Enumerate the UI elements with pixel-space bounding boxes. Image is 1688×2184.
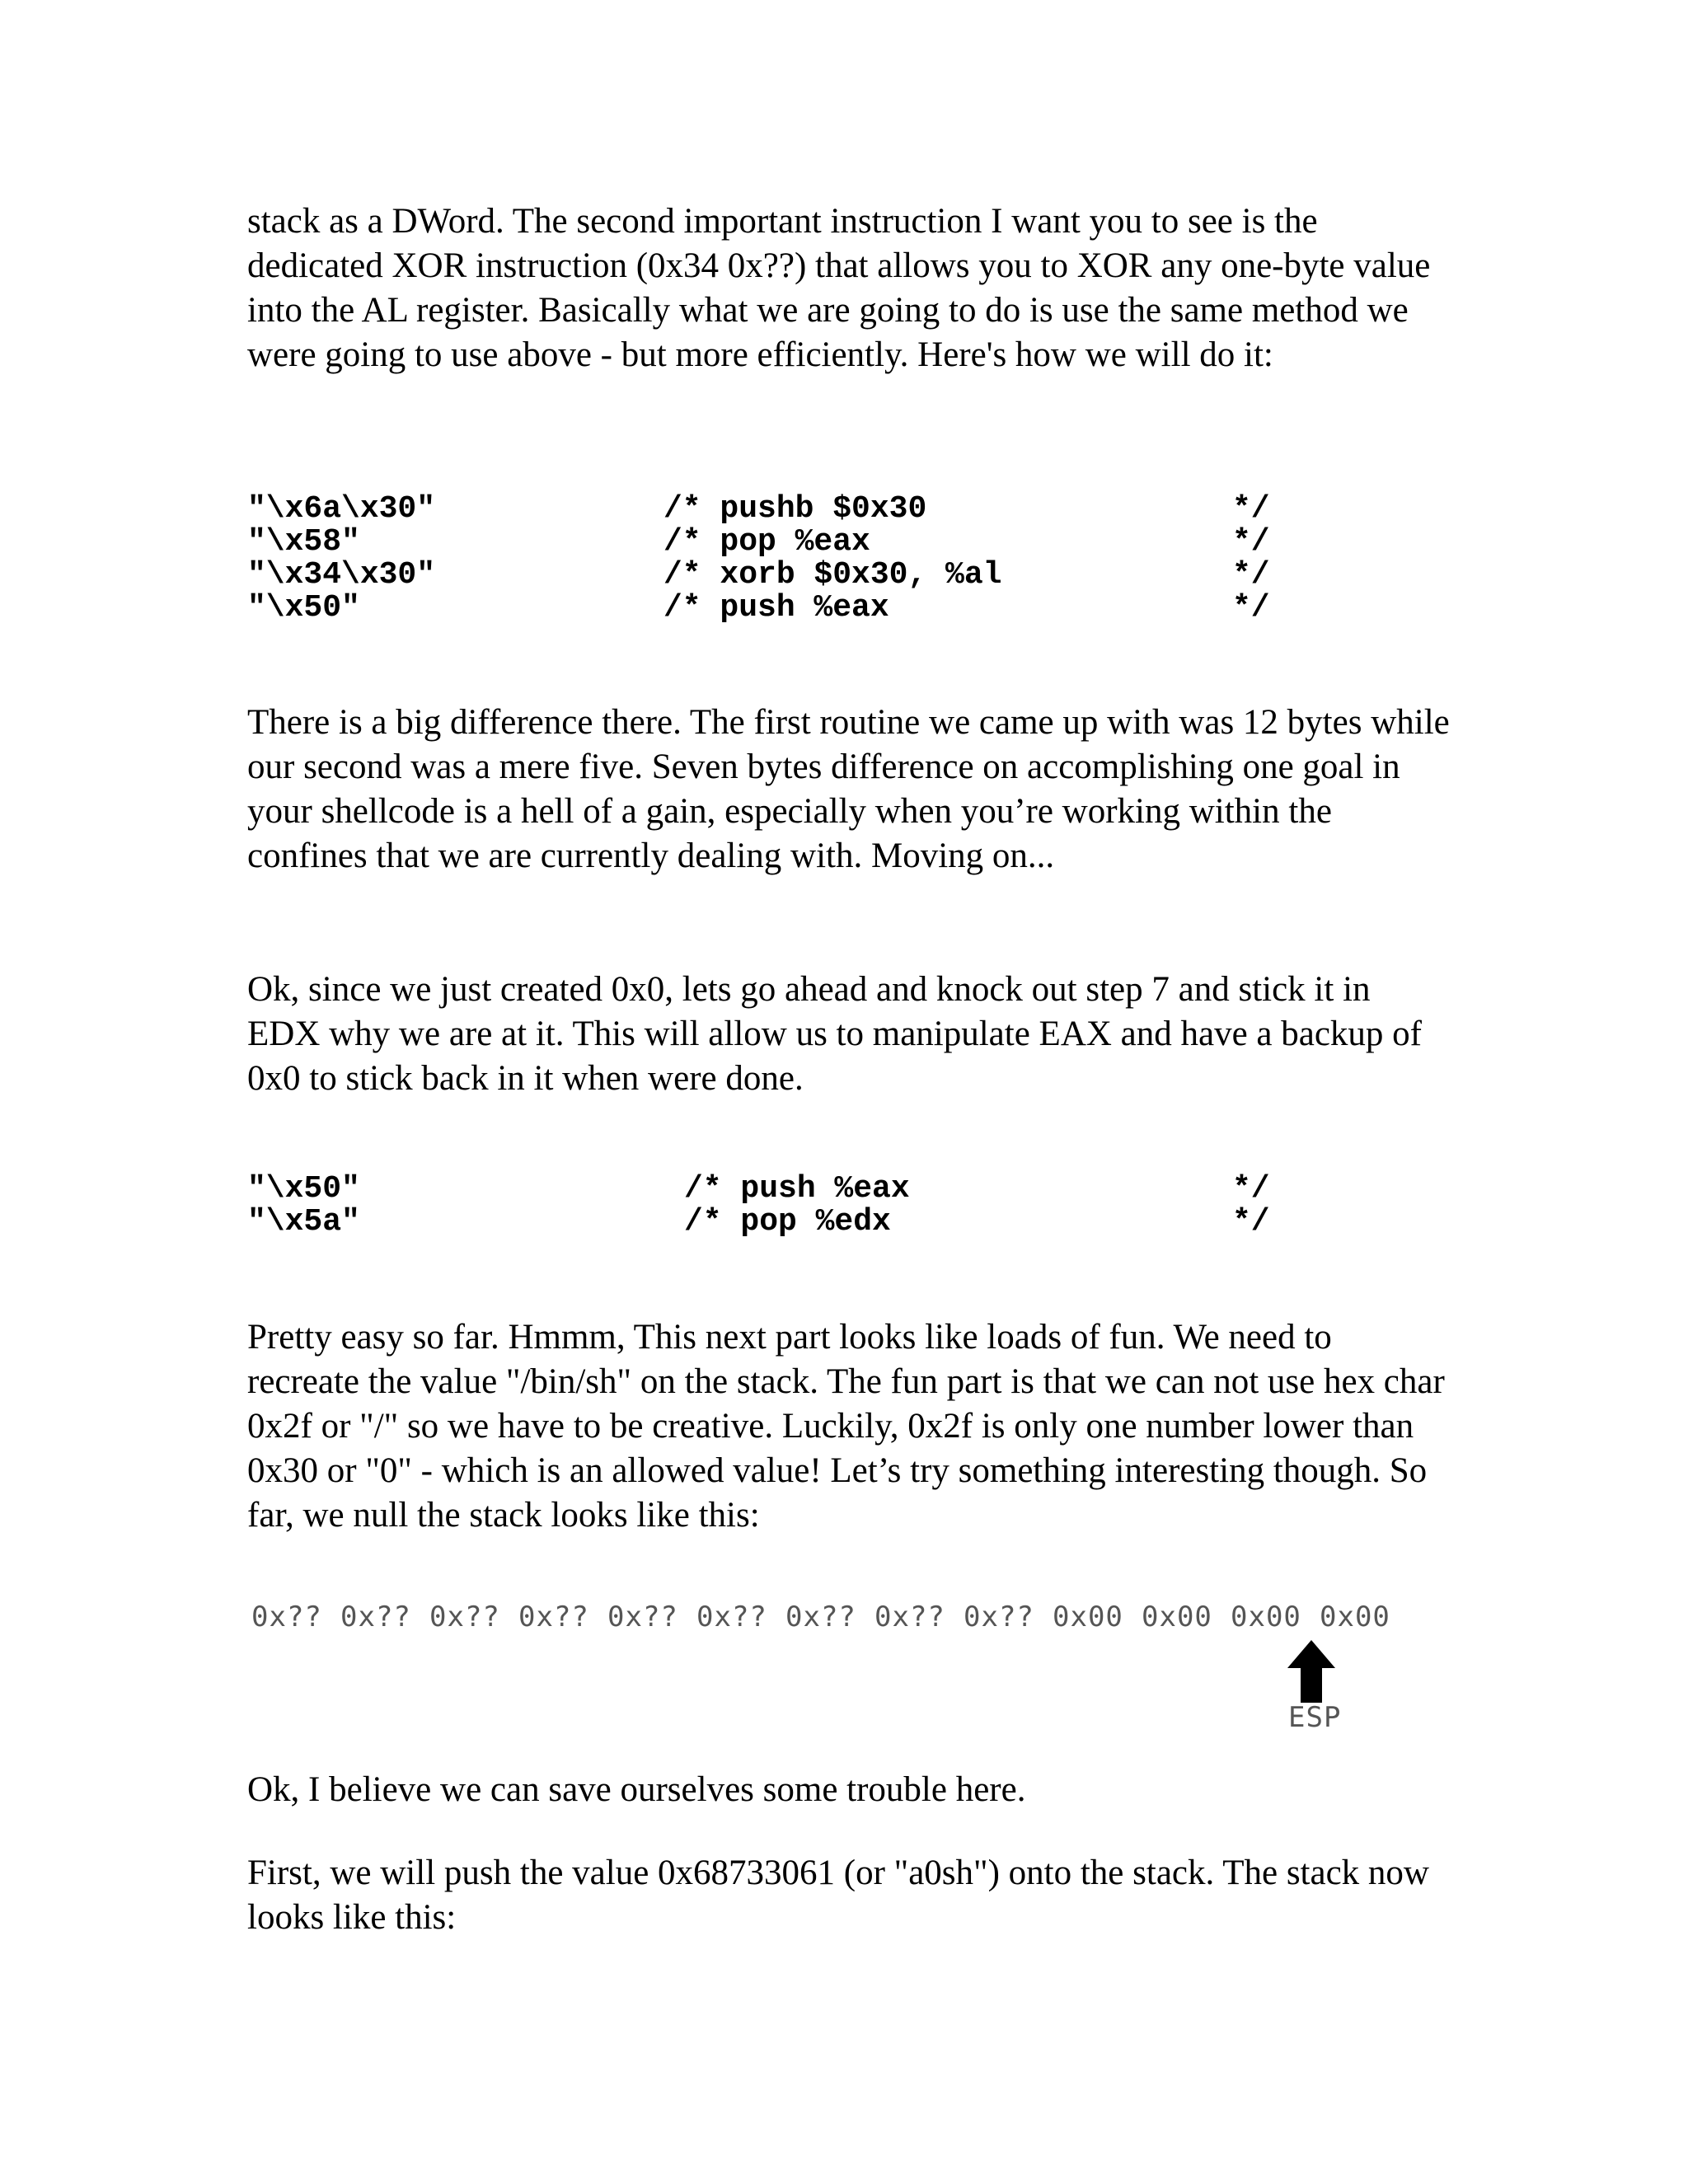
code-comment: /* pop %edx — [684, 1204, 891, 1240]
stack-cell: 0x00 — [1231, 1601, 1301, 1633]
esp-label: ESP — [1288, 1701, 1342, 1734]
code-hex: "\x50" — [247, 590, 360, 626]
stack-cell: 0x?? — [785, 1601, 856, 1633]
paragraph-comparison: There is a big difference there. The first routine we came up with was 12 bytes while our second was a mere five. Seven bytes difference on accomplishing one goal in your shellcode is a hell of a gain, especially when you’re working within the confines that we are currently dealing with. Moving on... — [247, 703, 1450, 875]
code-line — [247, 526, 1319, 559]
code-comment: /* pushb $0x30 — [663, 491, 927, 527]
code-hex: "\x6a\x30" — [247, 491, 436, 527]
stack-diagram — [251, 1601, 1488, 1741]
code-line — [247, 1173, 1319, 1206]
stack-cell: 0x?? — [964, 1601, 1034, 1633]
code-comment-end: */ — [1232, 557, 1270, 593]
code-line — [247, 559, 1319, 592]
code-hex: "\x34\x30" — [247, 557, 436, 593]
stack-cell: 0x?? — [696, 1601, 767, 1633]
code-comment: /* pop %eax — [663, 524, 870, 560]
code-comment-end: */ — [1232, 1171, 1270, 1207]
stack-cell: 0x?? — [429, 1601, 500, 1633]
code-comment: /* push %eax — [663, 590, 889, 626]
stack-cell: 0x00 — [1142, 1601, 1212, 1633]
stack-cell: 0x?? — [340, 1601, 411, 1633]
code-comment-end: */ — [1232, 1204, 1270, 1240]
code-line — [247, 493, 1319, 526]
stack-cell: 0x00 — [1053, 1601, 1123, 1633]
stack-cell: 0x?? — [518, 1601, 589, 1633]
stack-cell: 0x?? — [607, 1601, 678, 1633]
code-comment: /* xorb $0x30, %al — [663, 557, 1002, 593]
paragraph-push-value: First, we will push the value 0x68733061 (or "a0sh") onto the stack. The stack now looks like this: — [247, 1854, 1429, 1937]
code-comment-end: */ — [1232, 524, 1270, 560]
code-line — [247, 1206, 1319, 1239]
code-hex: "\x50" — [247, 1171, 360, 1207]
code-comment-end: */ — [1232, 491, 1270, 527]
up-arrow-icon — [1286, 1638, 1337, 1704]
stack-cell: 0x?? — [874, 1601, 945, 1633]
code-comment: /* push %eax — [684, 1171, 910, 1207]
code-block-xor — [247, 493, 1319, 625]
code-comment-end: */ — [1232, 590, 1270, 626]
paragraph-edx: Ok, since we just created 0x0, lets go ahead and knock out step 7 and stick it in EDX why we are at it. This will allow us to manipulate EAX and have a backup of 0x0 to stick back in it when were done. — [247, 970, 1423, 1098]
code-block-edx — [247, 1173, 1319, 1239]
stack-cell: 0x?? — [251, 1601, 322, 1633]
code-line — [247, 592, 1319, 625]
paragraph-binsh: Pretty easy so far. Hmmm, This next part looks like loads of fun. We need to recreate the value "/bin/sh" on the stack. The fun part is that we can not use hex char 0x2f or "/" so we have to be creative. Luckily, 0x2f is only one number lower than 0x30 or "0" - which is an allowed value! Let’s try something interesting though. So far, we null the stack looks like this: — [247, 1318, 1445, 1535]
code-hex: "\x5a" — [247, 1204, 360, 1240]
paragraph-save-trouble: Ok, I believe we can save ourselves some trouble here. — [247, 1770, 1026, 1809]
stack-cell: 0x00 — [1320, 1601, 1390, 1633]
paragraph-intro: stack as a DWord. The second important instruction I want you to see is the dedicated XOR instruction (0x34 0x??) that allows you to XOR any one-byte value into the AL register. Basically what we are going to do is use the same method we were going to use above - but more efficiently. Here's how we will do it: — [247, 202, 1431, 374]
code-hex: "\x58" — [247, 524, 360, 560]
